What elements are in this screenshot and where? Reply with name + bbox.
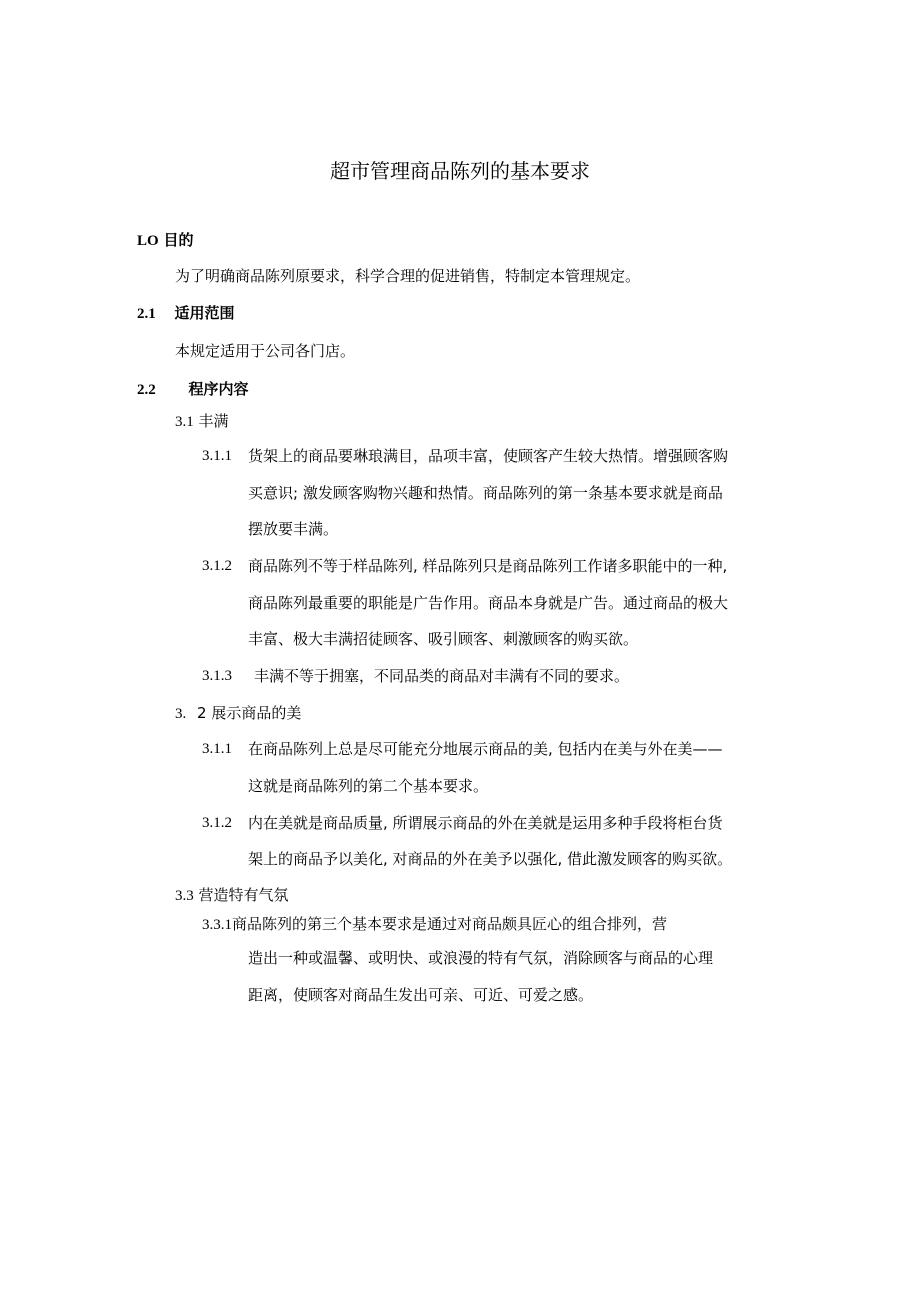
- item-3-3-1-line: 距离，使顾客对商品生发出可亲、可近、可爱之感。: [248, 986, 594, 1004]
- section-2-2-number: 2.2: [137, 382, 156, 398]
- section-lo-number: LO: [137, 233, 159, 249]
- subsection-3-1-title: 丰满: [198, 412, 229, 430]
- item-3-1-2-number: 3.1.2: [202, 558, 232, 574]
- subsection-3-1-number: 3.1: [175, 414, 194, 430]
- section-2-2-title: 程序内容: [188, 380, 249, 398]
- section-2-1-heading: [137, 303, 235, 324]
- item-3-2-2-line: 内在美就是商品质量, 所谓展示商品的外在美就是运用多种手段将柜台货: [248, 814, 723, 832]
- item-3-1-3-number: 3.1.3: [202, 668, 232, 684]
- section-2-1-paragraph: 本规定适用于公司各门店。: [175, 342, 356, 360]
- item-3-1-2-line: 丰富、极大丰满招徒顾客、吸引顾客、刺激顾客的购买欲。: [248, 630, 639, 648]
- section-lo-title: 目的: [163, 231, 194, 249]
- section-lo-heading: [137, 230, 193, 251]
- item-3-1-1-line: 货架上的商品要琳琅满目，品项丰富，使顾客产生较大热情。增强顾客购: [248, 447, 729, 465]
- section-lo-paragraph: 为了明确商品陈列原要求，科学合理的促进销售，特制定本管理规定。: [175, 267, 641, 285]
- item-3-3-1-number: 3.3.1: [202, 917, 232, 933]
- item-3-1-1-line: 买意识; 激发顾客购物兴趣和热情。商品陈列的第一条基本要求就是商品: [248, 484, 723, 502]
- subsection-3-3-title: 营造特有气氛: [198, 886, 289, 904]
- subsection-3-2-number: 3.: [175, 706, 187, 722]
- item-3-1-3-line: 丰满不等于拥塞，不同品类的商品对丰满有不同的要求。: [254, 667, 630, 685]
- subsection-3-1-heading: [175, 411, 229, 432]
- section-2-2-heading: [137, 379, 249, 400]
- item-3-2-1-number: 3.1.1: [202, 741, 232, 757]
- subsection-3-2-title: 2 展示商品的美: [197, 704, 302, 722]
- subsection-3-3-number: 3.3: [175, 888, 194, 904]
- item-3-1-1-line: 摆放要丰满。: [248, 520, 339, 538]
- section-2-1-title: 适用范围: [174, 304, 235, 322]
- item-3-2-1-line: 这就是商品陈列的第二个基本要求。: [248, 777, 489, 795]
- subsection-3-3-heading: [175, 885, 289, 906]
- item-3-1-1-number: 3.1.1: [202, 448, 232, 464]
- item-3-2-2-number: 3.1.2: [202, 815, 232, 831]
- item-3-1-2-line: 商品陈列不等于样品陈列, 样品陈列只是商品陈列工作诸多职能中的一种,: [248, 557, 728, 575]
- item-3-3-1-first-line: [202, 914, 667, 935]
- item-3-2-2-line: 架上的商品予以美化, 对商品的外在美予以强化, 借此激发顾客的购买欲。: [248, 850, 733, 868]
- section-2-1-number: 2.1: [137, 306, 156, 322]
- item-3-2-1-line: 在商品陈列上总是尽可能充分地展示商品的美, 包括内在美与外在美——: [248, 740, 723, 758]
- page-title: 超市管理商品陈列的基本要求: [330, 159, 590, 183]
- item-3-3-1-line: 造出一种或温馨、或明快、或浪漫的特有气氛，消除顾客与商品的心理: [248, 949, 714, 967]
- item-3-1-2-line: 商品陈列最重要的职能是广告作用。商品本身就是广告。通过商品的极大: [248, 594, 729, 612]
- subsection-3-2-heading: [175, 703, 301, 724]
- item-3-3-1-line: 商品陈列的第三个基本要求是通过对商品颇具匠心的组合排列，营: [232, 915, 668, 933]
